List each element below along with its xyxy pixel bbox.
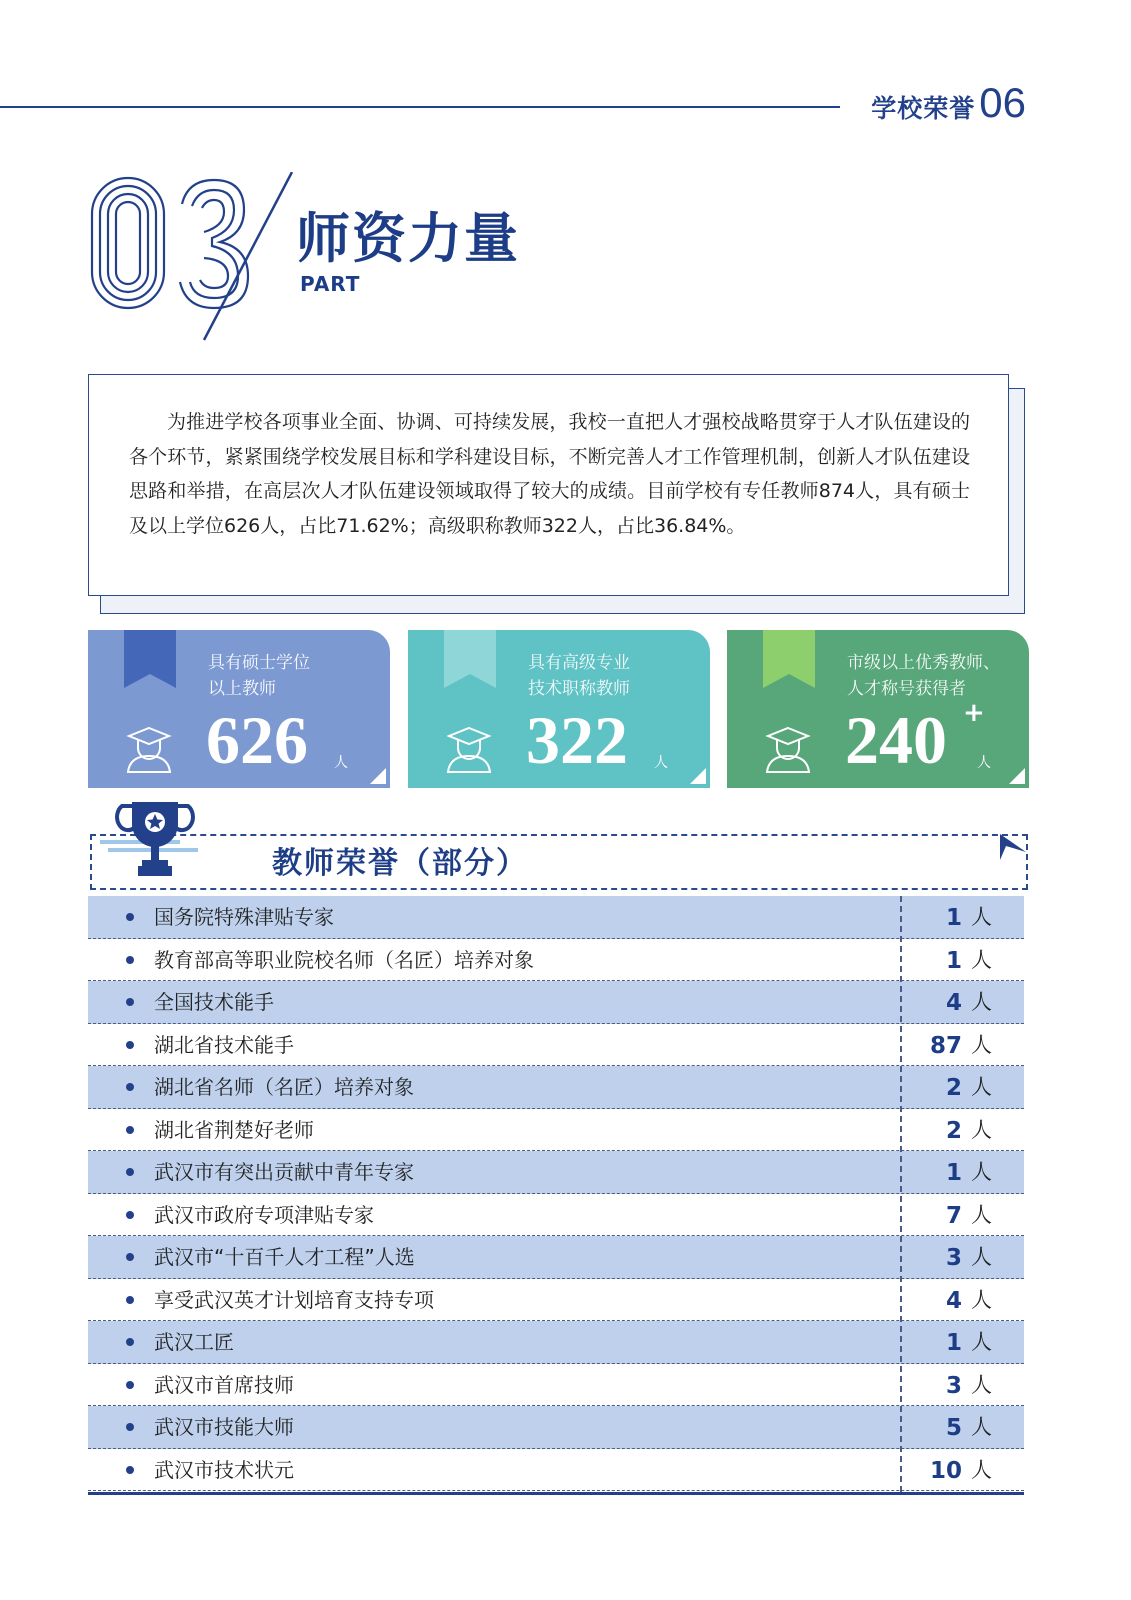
- honor-count: 4: [945, 1287, 962, 1314]
- stat-card-senior-titles: [408, 630, 710, 788]
- honor-count: 1: [945, 1330, 962, 1356]
- honor-count: 3: [945, 1372, 962, 1399]
- honor-name: 教育部高等职业院校名师（名匠）培养对象: [154, 947, 534, 972]
- bullet-icon: [126, 1338, 134, 1346]
- stat-unit: 人: [977, 755, 991, 771]
- honor-name: 湖北省名师（名匠）培养对象: [154, 1075, 414, 1099]
- stat-unit: 人: [334, 755, 348, 771]
- honor-count: 4: [945, 990, 962, 1016]
- bullet-icon: [126, 956, 134, 964]
- honor-count: 1: [945, 947, 962, 974]
- honor-count: 1: [945, 1160, 962, 1186]
- honor-unit: 人: [971, 1330, 992, 1354]
- stat-label: 市级以上优秀教师、 人才称号获得者: [847, 653, 1000, 699]
- honor-count: 10: [929, 1457, 962, 1484]
- table-row: [88, 1449, 1024, 1492]
- honors-header-box: [90, 834, 1028, 890]
- honor-unit: 人: [971, 1117, 992, 1142]
- header-rule: [0, 106, 840, 108]
- graduate-icon: [763, 726, 813, 774]
- stat-card-masters: [88, 630, 390, 788]
- table-row: [88, 1109, 1024, 1152]
- honor-unit: 人: [971, 1032, 992, 1057]
- table-row: [88, 1279, 1024, 1322]
- honor-name: 享受武汉英才计划培育支持专项: [154, 1287, 434, 1312]
- honor-name: 武汉市首席技师: [154, 1372, 294, 1397]
- section-title: 学校荣誉: [871, 94, 976, 123]
- stat-value: 240: [845, 702, 947, 778]
- table-row: [88, 896, 1024, 939]
- honor-count: 5: [945, 1415, 962, 1441]
- ribbon-icon: [444, 630, 496, 688]
- honor-unit: 人: [971, 1202, 992, 1227]
- honor-name: 武汉工匠: [154, 1330, 234, 1354]
- honor-unit: 人: [971, 1160, 992, 1184]
- table-row: [88, 1321, 1024, 1364]
- trophy-icon: [100, 798, 210, 890]
- honor-count: 87: [929, 1032, 962, 1059]
- bullet-icon: [126, 1253, 134, 1261]
- corner-triangle-icon: [370, 768, 386, 784]
- honor-count: 3: [945, 1245, 962, 1271]
- table-row: [88, 1024, 1024, 1067]
- stat-unit: 人: [654, 755, 668, 771]
- honor-name: 全国技术能手: [154, 990, 274, 1014]
- bullet-icon: [126, 1423, 134, 1431]
- bullet-icon: [126, 1168, 134, 1176]
- bottom-rule: [88, 1492, 1024, 1495]
- honor-count: 7: [945, 1202, 962, 1229]
- corner-triangle-icon: [690, 768, 706, 784]
- intro-text: 为推进学校各项事业全面、协调、可持续发展，我校一直把人才强校战略贯穿于人才队伍建设的各个环节，紧紧围绕学校发展目标和学科建设目标，不断完善人才工作管理机制，创新人才队伍建设思路和举措，在高层次人才队伍建设领域取得了较大的成绩。目前学校有专任教师874人，具有硕士及以上学位626人，占比71.62%；高级职称教师322人，占比36.84%。: [129, 411, 970, 537]
- bullet-icon: [126, 1126, 134, 1134]
- bullet-icon: [126, 1083, 134, 1091]
- honor-unit: 人: [971, 1075, 992, 1099]
- honor-name: 国务院特殊津贴专家: [154, 905, 334, 929]
- part-number-graphic: [88, 172, 298, 346]
- table-row: [88, 939, 1024, 982]
- honor-name: 湖北省荆楚好老师: [154, 1117, 314, 1142]
- honor-unit: 人: [971, 1457, 992, 1482]
- corner-triangle-icon: [1009, 768, 1025, 784]
- part-title: 师资力量: [296, 207, 520, 270]
- bullet-icon: [126, 998, 134, 1006]
- table-row: [88, 1066, 1024, 1109]
- honor-unit: 人: [971, 1245, 992, 1269]
- bullet-icon: [126, 1296, 134, 1304]
- graduate-icon: [124, 726, 174, 774]
- honors-table: [88, 896, 1024, 1491]
- honor-name: 湖北省技术能手: [154, 1032, 294, 1057]
- intro-box: [88, 374, 1009, 596]
- bullet-icon: [126, 1466, 134, 1474]
- honor-unit: 人: [971, 947, 992, 972]
- column-separator: [900, 896, 902, 1492]
- bullet-icon: [126, 1041, 134, 1049]
- honor-unit: 人: [971, 990, 992, 1014]
- honor-unit: 人: [971, 1415, 992, 1439]
- honor-unit: 人: [971, 905, 992, 929]
- bullet-icon: [126, 1381, 134, 1389]
- honor-name: 武汉市“十百千人才工程”人选: [154, 1245, 415, 1269]
- honor-name: 武汉市技能大师: [154, 1415, 294, 1439]
- stat-plus: +: [963, 698, 985, 728]
- table-row: [88, 1406, 1024, 1449]
- stat-value: 626: [206, 702, 308, 778]
- honor-count: 2: [945, 1117, 962, 1144]
- graduate-icon: [444, 726, 494, 774]
- honor-name: 武汉市有突出贡献中青年专家: [154, 1160, 414, 1184]
- table-row: [88, 1364, 1024, 1407]
- honor-unit: 人: [971, 1287, 992, 1312]
- ribbon-icon: [124, 630, 176, 688]
- part-label: PART: [300, 272, 361, 296]
- stat-label: 具有高级专业 技术职称教师: [528, 653, 630, 699]
- page-number: 06: [979, 79, 1026, 126]
- stat-label: 具有硕士学位 以上教师: [208, 653, 310, 699]
- bullet-icon: [126, 913, 134, 921]
- table-row: [88, 1194, 1024, 1237]
- honors-title: 教师荣誉（部分）: [272, 846, 528, 881]
- table-row: [88, 981, 1024, 1024]
- stat-card-excellent-teachers: [727, 630, 1029, 788]
- table-row: [88, 1236, 1024, 1279]
- ribbon-icon: [763, 630, 815, 688]
- bullet-icon: [126, 1211, 134, 1219]
- flag-icon: [998, 832, 1028, 862]
- honor-name: 武汉市技术状元: [154, 1457, 294, 1482]
- table-row: [88, 1151, 1024, 1194]
- honor-unit: 人: [971, 1372, 992, 1397]
- honor-count: 2: [945, 1075, 962, 1101]
- section-header: [871, 79, 1026, 126]
- stat-value: 322: [526, 702, 628, 778]
- honor-name: 武汉市政府专项津贴专家: [154, 1202, 374, 1227]
- honor-count: 1: [945, 905, 962, 931]
